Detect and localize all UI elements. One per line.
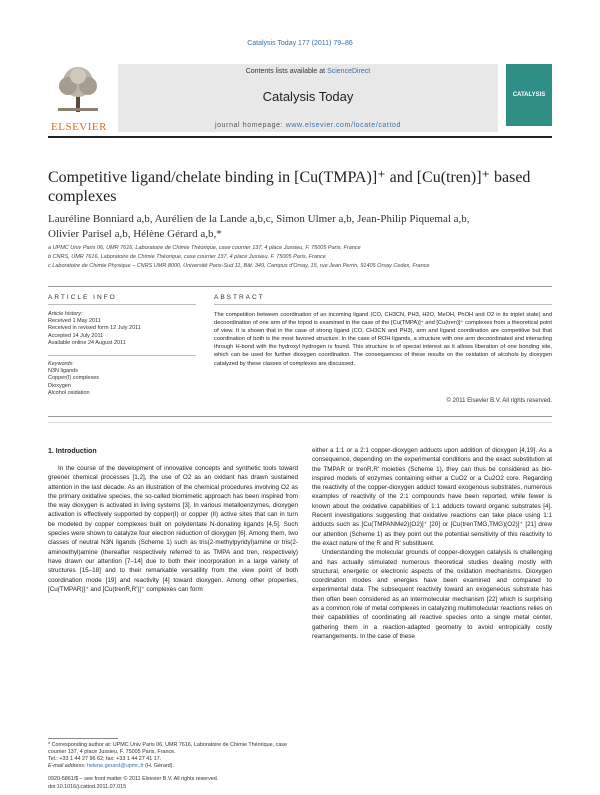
article-history [48,311,198,347]
section-rule [48,286,552,287]
corresponding-author: * Corresponding author at: UPMC Univ Paris 06, UMR 7616, Laboratoire de Chimie Théorique, case courrier 137, 4 place Jussieu, F. 75005 Paris, France. [48,742,288,755]
keywords [48,361,198,397]
history-online: Available online 24 August 2011 [48,339,126,346]
article-info-rule [48,304,196,305]
email-link[interactable]: helene.gerard@upmc.fr [86,763,144,769]
body-column-left [48,464,298,594]
introduction-heading: 1. Introduction [48,448,97,455]
footnote-rule [48,738,118,739]
paragraph: either a 1:1 or a 2:1 copper-dioxygen adducts upon addition of dioxygen [4,19]. As a consequence, depending on the experimental conditions and the exact substitution at the TMPAR or trenR,R' moieties (Scheme 1), they can thus be considered as bio-inspired models of enzymes containing either a CuO2 or a Cu2O2 core. Regarding the reactivity of the copper-dioxygen adduct toward exogenous substrates, numerous examples of reactivity of the 2:1 compounds have been reported, while fewer is known about the oxidative capabilities of 1:1 adducts toward organic substrates [4]. Recent investigations suggesting that oxidative reactions can take place using 1:1 adducts such as [Cu(TMPANMe2)(O2)]⁺ [20] or [Cu(trenTMG,TMG)(O2)]⁺ [21] drew our attention (Scheme 1) as they point out the potential sensitivity of this reactivity to the exact nature of the R and R' substituent. [312,447,552,547]
keyword-item: Dioxygen [48,382,71,389]
authors-line-1: Lauréline Bonniard a,b, Aurélien de la Lande a,b,c, Simon Ulmer a,b, Jean-Philip Piquemal a,b, [48,213,470,225]
affiliation-a: a UPMC Univ Paris 06, UMR 7616, Laboratoire de Chimie Théorique, case courrier 137, 4 place Jussieu, F. 75005 Paris, France [48,245,361,251]
journal-citation[interactable]: Catalysis Today 177 (2011) 79–86 [247,40,353,47]
paragraph: Understanding the molecular grounds of copper-dioxygen catalysis is challenging and has actually stimulated numerous theoretical studies dealing mostly with structural, energetic or electronic aspects of the oxidation mechanisms. Dioxygen coordination modes and energies have been examined and compared to experimental data. The subsequent reactivity toward an exogeneous substrate has then often been considered as an intermolecular mechanism [22] which is surprising as a common role of metal complexes in catalyzing multimolecular reactions relies on their capabilities of coordinating all reactive species onto a single metal center, gathering them in a reaction-adapted geometry to avoid entropically costly rearrangements. In the case of these [312,549,552,640]
body-rule-light [48,422,552,423]
abstract-copyright: © 2011 Elsevier B.V. All rights reserved. [446,398,552,404]
keywords-label: Keywords: [48,361,74,367]
history-revised: Received in revised form 12 July 2011 [48,325,141,332]
doi-link[interactable]: doi:10.1016/j.cattod.2011.07.015 [48,783,127,790]
publisher-logo: ELSEVIER [51,121,107,133]
article-info-heading: ARTICLE INFO [48,294,117,301]
contact-email [48,763,298,770]
abstract-heading: ABSTRACT [214,294,265,301]
contact-phone: Tel.: +33 1 44 27 96 62; fax: +33 1 44 27 41 17. [48,756,162,762]
article-title: Competitive ligand/chelate binding in [Cu(TMPA)]⁺ and [Cu(tren)]⁺ based complexes [48,169,531,205]
authors-line-2: Olivier Parisel a,b, Hélène Gérard a,b,* [48,228,222,240]
journal-title: Catalysis Today [262,89,354,104]
affiliation-c: c Laboratoire de Chimie Physique – CNRS UMR 8000, Université Paris-Sud 11, Bât. 349, Campus d'Orsay, 15, rue Jean Perrin, 91405 Orsay Cedex, France [48,263,430,269]
paragraph: In the course of the development of innovative concepts and synthetic tools toward greener chemical processes [1,2], the use of O2 as an oxidant has drawn sustained attention in the last decade. As an illustration of the chemical procedures involving O2 as the primary oxidative species, the so-called biomimetic approach has been inspired from the way dioxygen is activated in living systems [3]. In various metalloenzymes, dioxygen activation is effectively supported by copper(I) or copper (II) active sites that can in turn be modeled by copper complexes built on polydentate N-donating ligands [4,5]. Such species were shown to catalyze four electron reduction of dioxygen [6]. Among them, two classes of neutral N3N ligands (Scheme 1) such as tris(2-methylpyridyl)amine or tris(2-aminoethyl)amine (thereafter respectively referred to as TMPA and tren, respectively) have drawn our attention [7–14] due to both their incorporation in a large variety of structures [15–18] and to their remarkable versatility from the view point of both coordination mode [19] and reactivity [4] toward dioxygen. Among other properties, [Cu(TMPAR)]⁺ and [Cu(trenR,R')]⁺ complexes can form [48,465,298,593]
history-accepted: Accepted 14 July 2011 [48,332,104,339]
footnote [48,742,298,770]
history-label: Article history: [48,311,83,317]
keyword-item: Copper(I) complexes [48,375,100,382]
sciencedirect-link[interactable]: ScienceDirect [327,68,371,75]
author-list [48,212,552,242]
elsevier-tree-icon [54,64,102,114]
email-suffix: (H. Gérard). [143,763,174,769]
history-received: Received 1 May 2011 [48,318,101,325]
header-rule [48,136,552,138]
abstract-rule [214,304,552,305]
keyword-item: N3N ligands [48,368,78,375]
body-rule [48,416,552,417]
homepage-prefix: journal homepage: [215,122,286,129]
issn-line: 0920-5861/$ – see front matter © 2011 Elsevier B.V. All rights reserved. [48,776,219,782]
abstract-text: The competition between coordination of an incoming ligand (CO, CH3CN, PH3, H2O, MeOH, PhOH and O2 in its triplet state) and decoordination of one arm of the tripod is examined in the case of the [Cu(TMPA)]⁺ and [Cu(tren)]⁺ complexes from a theoretical point of view. It is shown that in the case of strong ligand (CO, CH3CN and PH3), arm and ligand coordination are competitive but that coordination of both is the most favored structure. In the case of ROH ligands, a structure with one arm decoordinated and interacting through H-bond with the hydroxyl hydrogen is found. This structure is of special interest as it allows liberation of one bonding site, which can be used for further dioxygen coordination. The consequences of these results on the oxidation of alcohols by dioxygen catalyzed by these classes of complexes are discussed. [214,312,552,367]
keywords-rule [48,355,196,356]
email-label: E-mail address: [48,763,87,769]
body-column-right [312,446,552,641]
contents-prefix: Contents lists available at [245,68,328,75]
journal-cover-label: CATALYSIS [512,92,546,98]
keyword-item: Alcohol oxidation [48,389,90,396]
affiliation-b: b CNRS, UMR 7616, Laboratoire de Chimie Théorique, case courrier 137, 4 place Jussieu, F. 75005 Paris, France [48,254,326,260]
journal-homepage [118,122,498,129]
contents-line [118,68,498,75]
article-identifiers [48,776,348,791]
homepage-link[interactable]: www.elsevier.com/locate/cattod [285,122,401,129]
